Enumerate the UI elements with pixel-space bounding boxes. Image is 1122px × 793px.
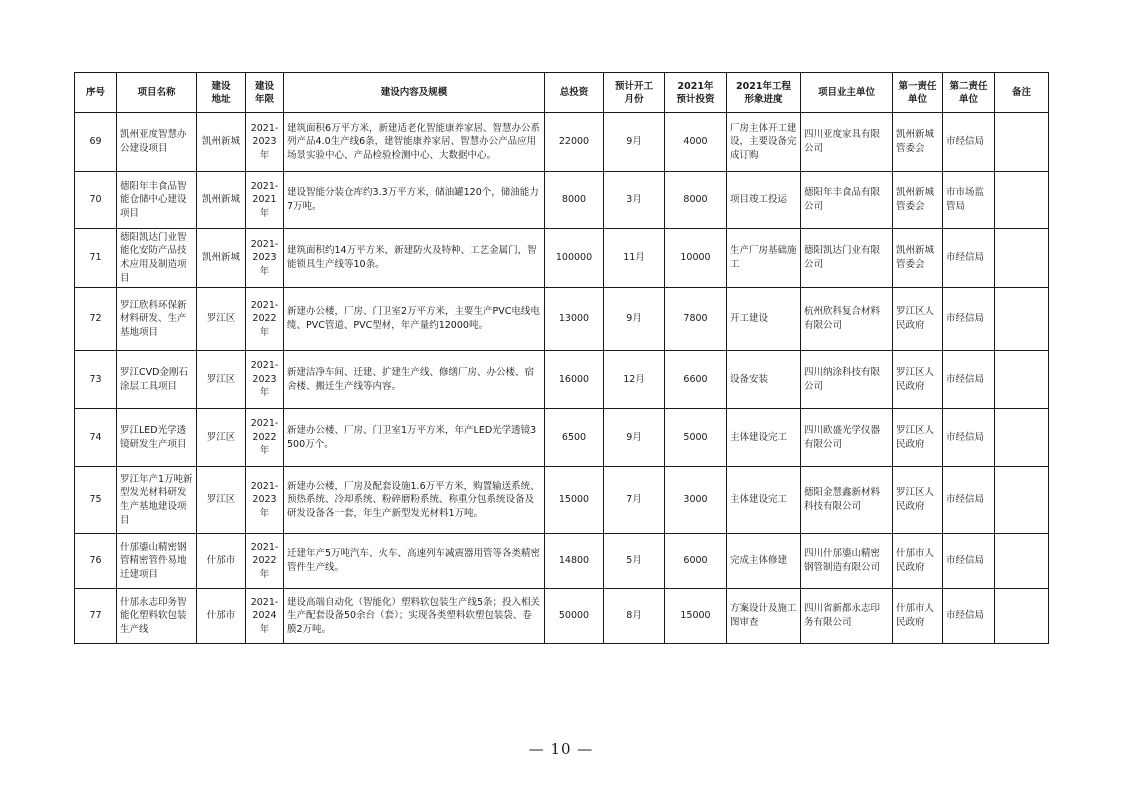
start-month-cell: 3月 <box>604 172 665 229</box>
investment-2021-cell: 3000 <box>665 467 727 534</box>
remarks-cell <box>995 288 1049 351</box>
content-cell: 新建办公楼，厂房及配套设施1.6万平方米，购置输送系统、预热系统、冷却系统、粉碎磨粉系统、称重分包系统设备及研发设备各一套，年生产新型发光材料1万吨。 <box>284 467 545 534</box>
total-investment-cell: 22000 <box>545 113 604 172</box>
first-responsible-cell: 凯州新城管委会 <box>893 229 943 288</box>
progress-cell: 主体建设完工 <box>727 467 801 534</box>
header-row <box>75 73 1049 113</box>
project-name-cell: 什邡永志印务智能化塑料软包装生产线 <box>117 589 197 644</box>
second-responsible-cell: 市经信局 <box>943 288 995 351</box>
content-cell: 迁建年产5万吨汽车、火车、高速列车减震器用管等各类精密管件生产线。 <box>284 534 545 589</box>
location-cell: 罗江区 <box>197 351 246 409</box>
second-responsible-cell: 市经信局 <box>943 467 995 534</box>
header-total-investment: 总投资 <box>545 73 604 113</box>
second-responsible-cell: 市经信局 <box>943 534 995 589</box>
progress-cell: 主体建设完工 <box>727 409 801 467</box>
location-cell: 罗江区 <box>197 467 246 534</box>
page-number: — 10 — <box>528 740 594 758</box>
project-name-cell: 凯州亚度智慧办公建设项目 <box>117 113 197 172</box>
owner-cell: 四川省新都永志印务有限公司 <box>801 589 893 644</box>
second-responsible-cell: 市经信局 <box>943 113 995 172</box>
total-investment-cell: 15000 <box>545 467 604 534</box>
project-name-cell: 罗江年产1万吨新型发光材料研发生产基地建设项目 <box>117 467 197 534</box>
header-start-month: 预计开工 月份 <box>604 73 665 113</box>
first-responsible-cell: 凯州新城管委会 <box>893 172 943 229</box>
first-responsible-cell: 罗江区人民政府 <box>893 409 943 467</box>
total-investment-cell: 13000 <box>545 288 604 351</box>
period-cell: 2021-2022年 <box>246 534 284 589</box>
seq-cell: 72 <box>75 288 117 351</box>
first-responsible-cell: 罗江区人民政府 <box>893 351 943 409</box>
total-investment-cell: 50000 <box>545 589 604 644</box>
investment-2021-cell: 5000 <box>665 409 727 467</box>
progress-cell: 设备安装 <box>727 351 801 409</box>
location-cell: 什邡市 <box>197 534 246 589</box>
table-row <box>75 409 1049 467</box>
owner-cell: 德阳凯达门业有限公司 <box>801 229 893 288</box>
seq-cell: 77 <box>75 589 117 644</box>
period-cell: 2021-2024年 <box>246 589 284 644</box>
progress-cell: 完成主体修建 <box>727 534 801 589</box>
location-cell: 凯州新城 <box>197 172 246 229</box>
total-investment-cell: 14800 <box>545 534 604 589</box>
period-cell: 2021-2022年 <box>246 409 284 467</box>
project-name-cell: 什邡鎏山精密钢管精密管件易地迁建项目 <box>117 534 197 589</box>
table-row <box>75 172 1049 229</box>
project-name-cell: 罗江LED光学透镜研发生产项目 <box>117 409 197 467</box>
progress-cell: 生产厂房基础施工 <box>727 229 801 288</box>
remarks-cell <box>995 589 1049 644</box>
first-responsible-cell: 罗江区人民政府 <box>893 467 943 534</box>
table-row <box>75 229 1049 288</box>
seq-cell: 76 <box>75 534 117 589</box>
total-investment-cell: 100000 <box>545 229 604 288</box>
location-cell: 凯州新城 <box>197 113 246 172</box>
header-owner: 项目业主单位 <box>801 73 893 113</box>
header-first-responsible: 第一责任 单位 <box>893 73 943 113</box>
investment-2021-cell: 6600 <box>665 351 727 409</box>
location-cell: 罗江区 <box>197 288 246 351</box>
seq-cell: 75 <box>75 467 117 534</box>
owner-cell: 德阳金慧鑫新材料科技有限公司 <box>801 467 893 534</box>
header-seq: 序号 <box>75 73 117 113</box>
investment-2021-cell: 6000 <box>665 534 727 589</box>
investment-2021-cell: 10000 <box>665 229 727 288</box>
second-responsible-cell: 市经信局 <box>943 589 995 644</box>
investment-2021-cell: 8000 <box>665 172 727 229</box>
content-cell: 新建办公楼、厂房、门卫室1万平方米，年产LED光学透镜3500万个。 <box>284 409 545 467</box>
remarks-cell <box>995 351 1049 409</box>
investment-2021-cell: 7800 <box>665 288 727 351</box>
content-cell: 建设智能分装仓库约3.3万平方米，储油罐120个，储油能力7万吨。 <box>284 172 545 229</box>
table-row <box>75 113 1049 172</box>
seq-cell: 70 <box>75 172 117 229</box>
project-name-cell: 德阳凯达门业智能化安防产品技术应用及制造项目 <box>117 229 197 288</box>
remarks-cell <box>995 534 1049 589</box>
header-second-responsible: 第二责任 单位 <box>943 73 995 113</box>
header-period: 建设 年限 <box>246 73 284 113</box>
owner-cell: 杭州欣科复合材料有限公司 <box>801 288 893 351</box>
progress-cell: 方案设计及施工图审查 <box>727 589 801 644</box>
period-cell: 2021-2022年 <box>246 288 284 351</box>
start-month-cell: 7月 <box>604 467 665 534</box>
first-responsible-cell: 凯州新城管委会 <box>893 113 943 172</box>
second-responsible-cell: 市市场监管局 <box>943 172 995 229</box>
start-month-cell: 9月 <box>604 113 665 172</box>
owner-cell: 四川纳涂科技有限公司 <box>801 351 893 409</box>
period-cell: 2021-2023年 <box>246 229 284 288</box>
start-month-cell: 12月 <box>604 351 665 409</box>
header-content: 建设内容及规模 <box>284 73 545 113</box>
header-project-name: 项目名称 <box>117 73 197 113</box>
content-cell: 建筑面积约14万平方米，新建防火及特种、工艺金属门，智能锁具生产线等10条。 <box>284 229 545 288</box>
project-name-cell: 德阳年丰食品智能仓储中心建设项目 <box>117 172 197 229</box>
seq-cell: 71 <box>75 229 117 288</box>
content-cell: 建设高端自动化（智能化）塑料软包装生产线5条；投入相关生产配套设备50余台（套）；实现各类塑料软塑包装袋、卷膜2万吨。 <box>284 589 545 644</box>
owner-cell: 四川欧盛光学仪器有限公司 <box>801 409 893 467</box>
content-cell: 建筑面积6万平方米，新建适老化智能康养家居、智慧办公系列产品4.0生产线6条，建智能康养家居、智慧办公产品应用场景实验中心、产品检验检测中心、大数据中心。 <box>284 113 545 172</box>
start-month-cell: 9月 <box>604 409 665 467</box>
seq-cell: 69 <box>75 113 117 172</box>
remarks-cell <box>995 172 1049 229</box>
investment-2021-cell: 4000 <box>665 113 727 172</box>
project-table <box>74 72 1049 644</box>
seq-cell: 74 <box>75 409 117 467</box>
header-remarks: 备注 <box>995 73 1049 113</box>
location-cell: 什邡市 <box>197 589 246 644</box>
header-progress: 2021年工程 形象进度 <box>727 73 801 113</box>
second-responsible-cell: 市经信局 <box>943 229 995 288</box>
period-cell: 2021-2021年 <box>246 172 284 229</box>
owner-cell: 四川亚度家具有限公司 <box>801 113 893 172</box>
table-row <box>75 589 1049 644</box>
period-cell: 2021-2023年 <box>246 467 284 534</box>
progress-cell: 项目竣工投运 <box>727 172 801 229</box>
content-cell: 新建办公楼，厂房、门卫室2万平方米，主要生产PVC电线电缆、PVC管道、PVC型材，年产量约12000吨。 <box>284 288 545 351</box>
content-cell: 新建洁净车间、迁建、扩建生产线、修缮厂房、办公楼、宿舍楼、搬迁生产线等内容。 <box>284 351 545 409</box>
table-row <box>75 288 1049 351</box>
table-row <box>75 351 1049 409</box>
remarks-cell <box>995 467 1049 534</box>
project-name-cell: 罗江欣科环保新材料研发、生产基地项目 <box>117 288 197 351</box>
start-month-cell: 8月 <box>604 589 665 644</box>
total-investment-cell: 8000 <box>545 172 604 229</box>
start-month-cell: 5月 <box>604 534 665 589</box>
second-responsible-cell: 市经信局 <box>943 409 995 467</box>
header-2021-investment: 2021年 预计投资 <box>665 73 727 113</box>
progress-cell: 厂房主体开工建设，主要设备完成订购 <box>727 113 801 172</box>
table-row <box>75 534 1049 589</box>
total-investment-cell: 6500 <box>545 409 604 467</box>
table-row <box>75 467 1049 534</box>
remarks-cell <box>995 229 1049 288</box>
investment-2021-cell: 15000 <box>665 589 727 644</box>
header-location: 建设 地址 <box>197 73 246 113</box>
owner-cell: 德阳年丰食品有限公司 <box>801 172 893 229</box>
first-responsible-cell: 什邡市人民政府 <box>893 589 943 644</box>
table-body <box>75 113 1049 644</box>
progress-cell: 开工建设 <box>727 288 801 351</box>
remarks-cell <box>995 113 1049 172</box>
owner-cell: 四川什邡鎏山精密钢管制造有限公司 <box>801 534 893 589</box>
second-responsible-cell: 市经信局 <box>943 351 995 409</box>
start-month-cell: 11月 <box>604 229 665 288</box>
first-responsible-cell: 罗江区人民政府 <box>893 288 943 351</box>
period-cell: 2021-2023年 <box>246 113 284 172</box>
seq-cell: 73 <box>75 351 117 409</box>
total-investment-cell: 16000 <box>545 351 604 409</box>
location-cell: 凯州新城 <box>197 229 246 288</box>
location-cell: 罗江区 <box>197 409 246 467</box>
remarks-cell <box>995 409 1049 467</box>
period-cell: 2021-2023年 <box>246 351 284 409</box>
project-name-cell: 罗江CVD金刚石涂层工具项目 <box>117 351 197 409</box>
first-responsible-cell: 什邡市人民政府 <box>893 534 943 589</box>
start-month-cell: 9月 <box>604 288 665 351</box>
